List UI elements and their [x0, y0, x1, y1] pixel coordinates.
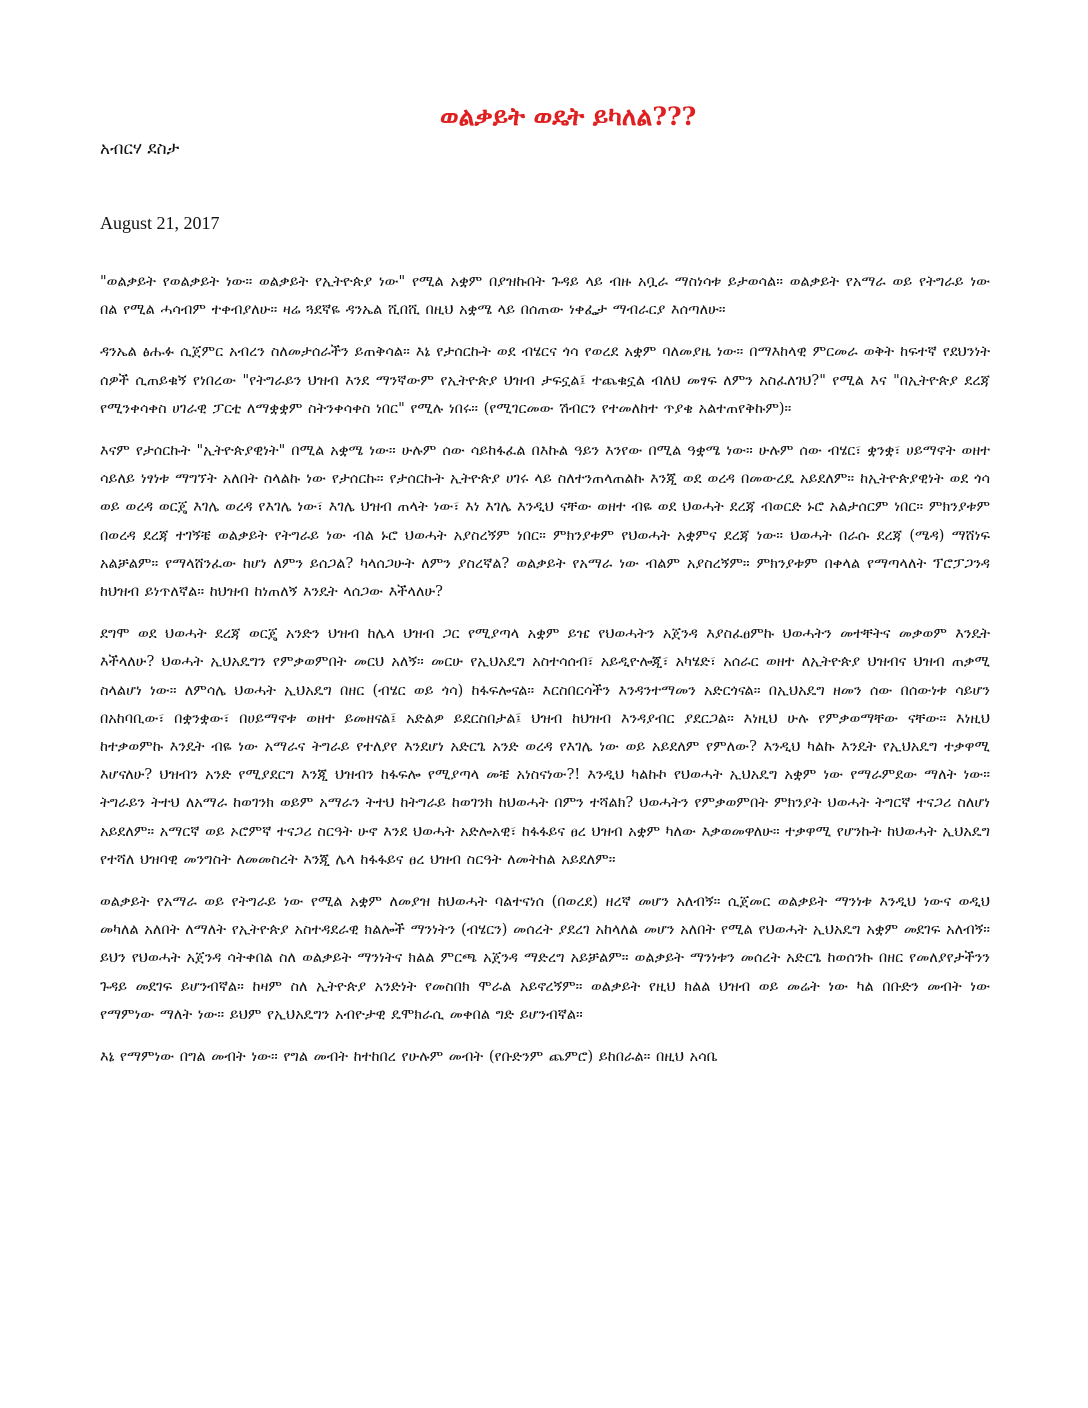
- publication-date: August 21, 2017: [100, 213, 220, 233]
- paragraph: ወልቃይት የአማራ ወይ የትግራይ ነው የሚል አቋም ለመያዝ ከህወሓት ባልተናነሰ (በወረደ) ዘረኛ መሆን አለብኝ። ሲጀመር ወልቃይት ማንነቱ እንዲህ ነውና ወዲህ መካለል አለበት ለማለት የኢትዮጵያ አስተዳደራዊ ክልሎች ማንነትን (ብሄርን) መሰረት ያደረገ አከላለል መሆን አለበት የሚል የህወሓት ኢህአዴግ አቋም መደገፍ አለብኝ። ይህን የህወሓት አጀንዳ ሳትቀበል ስለ ወልቃይት ማንነትና ክልል ምርጫ አጀንዳ ማድረግ አይቻልም። ወልቃይት ማንነቱን መሰረት አድርጌ ከወሰንኩ በዘር የመለያየታችንን ጉዳይ መደገፍ ይሆንብኛል። ከዛም ስለ ኢትዮጵያ አንድነት የመስበክ ሞራል አይኖረኝም። ወልቃይት የዚህ ክልል ህዝብ ወይ መሬት ነው ካል በቡድን መብት ነው የማምነው ማለት ነው። ይህም የኢህአዴግን አብዮታዊ ዴሞክራሲ መቀበል ግድ ይሆንብኛል።: [100, 894, 990, 1023]
- document-title: ወልቃይት ወዴት ይካለል???: [440, 102, 697, 131]
- paragraph: "ወልቃይት የወልቃይት ነው። ወልቃይት የኢትዮጵያ ነው" የሚል አቋም በያዝኩበት ጉዳይ ላይ ብዙ አቧራ ማስነሳቱ ይታወሳል። ወልቃይት የአማራ ወይ የትግራይ ነው በል የሚል ሓሳብም ተቀብያለሁ። ዛሬ ጓደኛዬ ዳንኤል ሺበሺ በዚህ አቋሜ ላይ በሰጠው ነቀፌታ ማብራርያ እሰጣለሁ።: [100, 274, 990, 319]
- paragraph: እናም የታሰርኩት "ኢትዮጵያዊነት" በሚል አቋሜ ነው። ሁሉም ሰው ሳይከፋፈል በእኩል ዓይን እንየው በሚል ዓቋሜ ነው። ሁሉም ሰው ብሄር፣ ቋንቋ፣ ሀይማኖት ወዘተ ሳይለይ ነፃነቱ ማግኘት አለበት ስላልኩ ነው የታሰርኩ። የታሰርኩት ኢትዮጵያ ሀገሩ ላይ ስለተንጠላጠልኩ እንጂ ወደ ወረዳ በመውረዴ አይደለም። ከኢትዮጵያዊነት ወደ ጎሳ ወይ ወረዳ ወርጄ እገሌ ወረዳ የእገሌ ነው፣ እገሌ ህዝብ ጠላት ነው፣ እነ እገሌ እንዲህ ናቸው ወዘተ ብዬ ወደ ህወሓት ደረጃ ብወርድ ኑሮ አልታሰርም ነበር። ምክንያቱም በወረዳ ደረጃ ተገኝቼ ወልቃይት የትግራይ ነው ብል ኑሮ ህወሓት አያስረኝም ነበር። ምክንያቱም የህወሓት አቋምና ደረጃ ነው። ህወሓት በራሱ ደረጃ (ሜዳ) ማሸነፍ አልቻልም። የማላሸንፈው ከሆነ ለምን ይሰጋል? ካላሰጋሁት ለምን ያስረኛል? ወልቃይት የአማራ ነው ብልም አያስረኝም። ምክንያቱም በቀላል የማጣላለት ፕሮፓጋንዳ ከህዝብ ይነጥለኛል። ከህዝብ ከነጠለኝ እንዴት ላሰጋው እችላለሁ?: [100, 443, 990, 601]
- author-name: አብርሃ ደስታ: [100, 139, 180, 159]
- paragraph: ደግሞ ወደ ህወሓት ደረጃ ወርጄ አንድን ህዝብ ከሌላ ህዝብ ጋር የሚያጣላ አቋም ይዤ የህወሓትን አጀንዳ እያስፈፀምኩ ህወሓትን መተቸትና መቃወም እንዴት እችላለሁ? ህወሓት ኢህአዴግን የምቃወምበት መርህ አለኝ። መርሁ የኢህአዴግ አስተሳሰብ፣ አይዲዮሎጂ፣ አካሄድ፣ አሰራር ወዘተ ለኢትዮጵያ ህዝብና ህዝብ ጠቃሚ ስላልሆነ ነው። ለምሳሌ ህወሓት ኢህአዴግ በዘር (ብሄር ወይ ጎሳ) ከፋፍሎናል። እርስበርሳችን እንዳንተማመን አድርጎናል። በኢህአዴግ ዘመን ሰው በሰውነቱ ሳይሆን በአከባቢው፣ በቋንቋው፣ በሀይማኖቱ ወዘተ ይመዘናል፤ አድልዎ ይደርስበታል፤ ህዝብ ከህዝብ እንዳያብር ያደርጋል። እነዚህ ሁሉ የምቃወማቸው ናቸው። እነዚህ ከተቃወምኩ እንዴት ብዬ ነው አማራና ትግራይ የተለያየ እንደሆነ አድርጌ አንድ ወረዳ የእገሌ ነው ወይ አይደለም የምለው? እንዲህ ካልኩ እንዴት የኢህአዴግ ተቃዋሚ እሆናለሁ? ህዝብን አንድ የሚያደርግ እንጂ ህዝብን ከፋፍሎ የሚያጣላ መቼ አነስናነው?! እንዲህ ካልኩኮ የህወሓት ኢህአዴግ አቋም ነው የማራምደው ማለት ነው። ትግራይን ትተህ ለአማራ ከወገንክ ወይም አማራን ትተህ ከትግራይ ከወገንክ ከህወሓት በምን ተሻልክ? ህወሓትን የምቃወምበት ምክንያት ህወሓት ትግርኛ ተናጋሪ ስለሆነ አይደለም። አማርኛ ወይ ኦሮምኛ ተናጋሪ ስርዓት ሁኖ እንደ ህወሓት አድሎአዊ፣ ከፋፋይና ፀረ ህዝብ አቋም ካለው እቃወመዋለሁ። ተቃዋሚ የሆንኩት ከህወሓት ኢህአዴግ የተሻለ ህዝባዊ መንግስት ለመመስረት እንጂ ሌላ ከፋፋይና ፀረ ህዝብ ስርዓት ለመትከል አይደለም።: [100, 626, 990, 868]
- paragraph: እኔ የማምነው በግል መብት ነው። የግል መብት ከተከበረ የሁሉም መብት (የቡድንም ጨምሮ) ይከበራል። በዚህ አሳቤ: [100, 1049, 718, 1066]
- paragraph: ዳንኤል ፅሑፉ ሲጀምር አብረን ስለመታሰራችን ይጠቅሳል። እኔ የታሰርኩት ወደ ብሄርና ጎሳ የወረደ አቋም ባለመያዜ ነው። በማእከላዊ ምርመራ ወቅት ከፍተኛ የደህንነት ሰዎች ሲጠይቁኝ የነበረው "የትግራይን ህዝብ እንደ ማንኛውም የኢትዮጵያ ህዝብ ታፍኗል፤ ተጨቁኗል ብለህ መፃፍ ለምን አስፈለገህ?" የሚል እና "በኢትዮጵያ ደረጃ የሚንቀሳቀስ ሀገራዊ ፓርቲ ለማቋቋም ስትንቀሳቀስ ነበር" የሚሉ ነበሩ። (የሚገርመው ሽብርን የተመለከተ ጥያቄ አልተጠየቅኩም)።: [100, 344, 990, 417]
- article-body: [100, 268, 990, 1388]
